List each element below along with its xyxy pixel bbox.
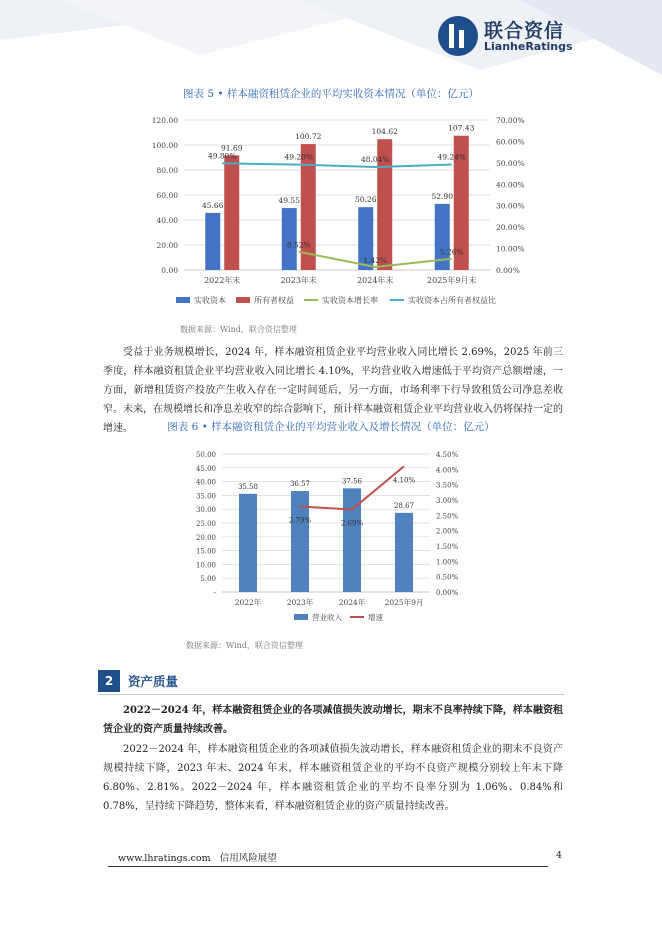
y-tick-label: 20.00 [156, 241, 178, 250]
y-tick-label: 40.00 [156, 216, 178, 225]
y2-tick-label: 3.00% [436, 497, 459, 505]
bar-data-label: 107.43 [448, 123, 475, 133]
y-tick-label: 30.00 [195, 506, 216, 515]
bar-data-label: 52.90 [431, 191, 453, 201]
line-series-2 [222, 163, 452, 167]
bar-data-label: 45.66 [202, 200, 224, 210]
x-tick-label: 2023年末 [280, 276, 317, 285]
bar-data-label: 50.26 [355, 195, 377, 205]
x-tick-label: 2022年 [234, 598, 262, 607]
y2-tick-label: 30.00% [496, 201, 525, 211]
y2-tick-label: 2.50% [436, 512, 459, 521]
line-data-label: 49.80% [207, 151, 237, 161]
bar-data-label: 37.56 [341, 477, 363, 486]
x-tick-label: 2024年 [338, 598, 366, 607]
logo-name-cn: 联合资信 [484, 20, 565, 42]
bar-data-label: 36.57 [289, 480, 311, 489]
y-tick-label: 35.00 [195, 492, 216, 501]
figure6-source: 数据来源：Wind，联合资信整理 [186, 641, 303, 650]
y-tick-label: 120.00 [151, 116, 178, 125]
legend-swatch [176, 297, 190, 303]
footer-website[interactable]: www.lhratings.com [118, 853, 211, 864]
x-tick-label: 2023年 [286, 598, 314, 607]
line-data-label: 49.20% [284, 152, 314, 162]
y2-tick-label: 20.00% [496, 223, 525, 233]
footer-page-number: 4 [556, 850, 563, 861]
legend-label: 实收资本增长率 [322, 296, 378, 305]
paragraph-asset-quality [103, 740, 563, 816]
y2-tick-label: 4.00% [436, 466, 459, 475]
y2-tick-label: 4.50% [436, 451, 459, 459]
figure6-title: 图表 6 • 样本融资租赁企业的平均营业收入及增长情况（单位：亿元） [167, 421, 495, 433]
y2-tick-label: 60.00% [496, 137, 525, 147]
paragraph-summary-text: 2022－2024 年，样本融资租赁企业的各项减值损失波动增长，期末不良率持续下降，样本融资租赁企业的资产质量持续改善。 [103, 705, 563, 735]
legend-swatch [236, 297, 250, 303]
legend-label: 实收资本 [194, 296, 226, 305]
bar-1 [205, 213, 220, 270]
y-tick-label: 45.00 [195, 464, 216, 473]
y2-tick-label: 50.00% [496, 158, 525, 168]
lianhe-logo [438, 16, 573, 60]
y2-tick-label: 1.50% [436, 543, 459, 551]
y-tick-label: 100.00 [151, 141, 178, 150]
bar-2 [224, 155, 239, 270]
footer-divider [108, 866, 548, 867]
x-tick-label: 2022年末 [204, 276, 241, 285]
bar-1 [239, 494, 257, 592]
y-tick-label: 15.00 [195, 547, 216, 556]
logo-mark-icon [438, 16, 478, 56]
legend-label: 所有者权益 [254, 296, 294, 305]
line-data-label: 2.79% [288, 516, 312, 525]
y-tick-label: 50.00 [195, 451, 216, 459]
section-number: 2 [98, 670, 120, 692]
line-data-label: 49.24% [437, 152, 467, 162]
line-data-label: 2.69% [340, 519, 364, 528]
line-data-label: 48.04% [360, 155, 390, 165]
chart-figure6 [0, 438, 662, 638]
footer-site [118, 850, 277, 864]
y2-tick-label: 70.00% [496, 116, 525, 125]
bar-data-label: 91.69 [221, 143, 243, 153]
y2-tick-label: 40.00% [496, 180, 525, 190]
bar-data-label: 49.55 [278, 196, 300, 206]
y-tick-label: 80.00 [156, 166, 178, 175]
bar-data-label: 104.62 [371, 127, 398, 137]
figure5-title: 图表 5 • 样本融资租赁企业的平均实收资本情况（单位：亿元） [183, 88, 479, 100]
y-tick-label: 0.00 [161, 266, 178, 275]
logo-name-en: LianheRatings [484, 40, 573, 53]
y2-tick-label: 0.00% [436, 589, 459, 597]
legend-label: 实收资本占所有者权益比 [408, 296, 496, 305]
bar-data-label: 35.58 [237, 482, 259, 491]
section-title: 资产质量 [128, 674, 179, 689]
bar-data-label: 28.67 [393, 501, 415, 510]
y2-tick-label: 3.50% [436, 481, 459, 490]
line-data-label: 5.26% [439, 247, 464, 257]
line-data-label: 8.52% [286, 240, 311, 250]
footer-series: 信用风险展望 [219, 853, 277, 864]
chart-figure5 [0, 104, 662, 324]
bar-2 [301, 144, 316, 270]
section-heading [98, 670, 564, 692]
y2-tick-label: 10.00% [496, 244, 525, 254]
y-tick-label: - [213, 589, 216, 597]
x-tick-label: 2025年9月 [384, 598, 424, 607]
y-tick-label: 5.00 [200, 575, 216, 584]
paragraph-asset-quality-text: 2022－2024 年，样本融资租赁企业的各项减值损失波动增长，样本融资租赁企业的期末不良资产规模持续下降，2023 年末、2024 年末，样本融资租赁企业的平均不良资产规模分别较上年末下降 6.80%、2.81%。2022－2024 年，样本融资租赁企业的平均不良率分别为 1.06%、0.84%和 0.78%，呈持续下降趋势，整体来看，样本融资租赁企业的资产质量持续改善。 [103, 744, 563, 812]
legend-swatch [294, 614, 308, 620]
figure5-source: 数据来源：Wind，联合资信整理 [180, 325, 297, 334]
legend-label: 营业收入 [312, 613, 342, 622]
y2-tick-label: 0.00% [496, 266, 520, 275]
y2-tick-label: 2.00% [436, 527, 459, 536]
y-tick-label: 40.00 [195, 478, 216, 487]
y2-tick-label: 0.50% [436, 573, 459, 582]
y-tick-label: 20.00 [195, 533, 216, 542]
y-tick-label: 60.00 [156, 191, 178, 200]
bar-1 [395, 513, 413, 592]
paragraph-revenue-text: 受益于业务规模增长，2024 年，样本融资租赁企业平均营业收入同比增长 2.69%，2025 年前三季度，样本融资租赁企业平均营业收入同比增长 4.10%，平均营业收入增速低于平均资产总额增速，一方面，新增租赁资产投放产生收入存在一定时间延后，另一方面，市场利率下行导致租赁公司净息差收窄。未来，在规模增长和净息差收窄的综合影响下，预计样本融资租赁企业平均营业收入仍将保持一定的增速。 [103, 347, 563, 434]
paragraph-summary [103, 701, 563, 739]
line-data-label: 4.10% [392, 476, 416, 485]
y2-tick-label: 1.00% [436, 558, 459, 567]
bar-1 [282, 208, 297, 270]
y-tick-label: 10.00 [195, 561, 216, 570]
x-tick-label: 2025年9月末 [427, 276, 477, 285]
y-tick-label: 25.00 [195, 520, 216, 528]
legend-label: 增速 [368, 613, 383, 622]
bar-data-label: 100.72 [295, 132, 322, 142]
section-divider [98, 694, 564, 695]
line-data-label: 1.42% [363, 255, 388, 265]
x-tick-label: 2024年末 [357, 276, 394, 285]
